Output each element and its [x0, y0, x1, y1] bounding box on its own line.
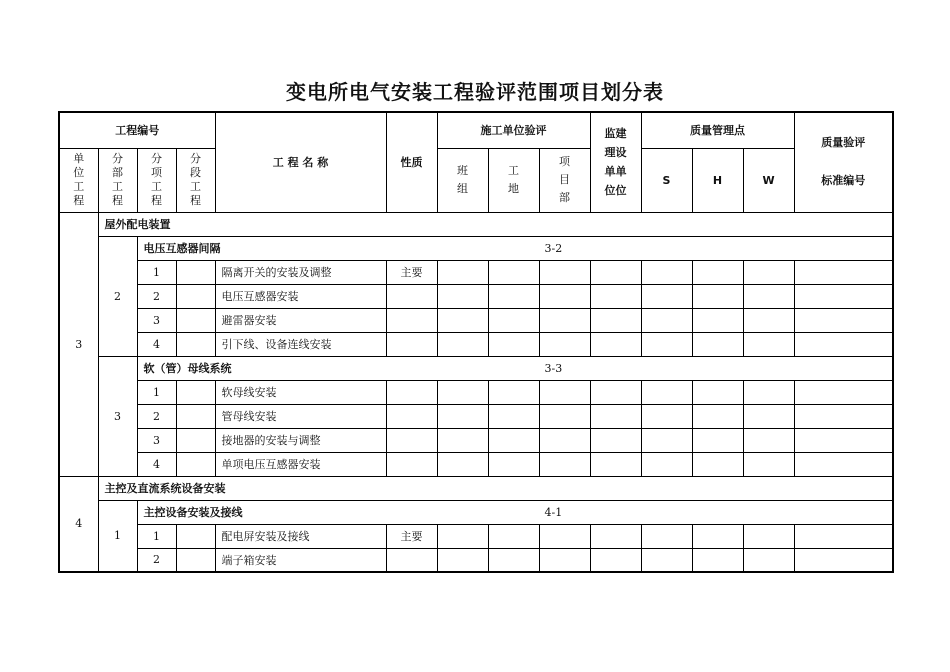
- s-cell: [641, 308, 692, 332]
- header-unit-project: 单 位 工 程: [59, 148, 98, 212]
- division-number: 2: [98, 236, 137, 356]
- header-quality-eval: [794, 112, 893, 212]
- standard-no-cell: [794, 308, 893, 332]
- section-cell: [176, 284, 215, 308]
- s-cell: [641, 380, 692, 404]
- header-project-dept: 项 目 部: [539, 148, 590, 212]
- standard-no-cell: [794, 548, 893, 572]
- unit-project-number: 4: [59, 476, 98, 572]
- h-cell: [692, 260, 743, 284]
- project-dept-cell: [539, 308, 590, 332]
- site-cell: [488, 284, 539, 308]
- section-cell: [176, 524, 215, 548]
- site-cell: [488, 308, 539, 332]
- division-heading-row: [59, 236, 893, 260]
- table-row: [59, 452, 893, 476]
- nature-cell: [386, 548, 437, 572]
- supervisor-cell: [590, 308, 641, 332]
- h-cell: [692, 548, 743, 572]
- header-quality-points: 质量管理点: [641, 112, 794, 148]
- project-name-cell: 电压互感器安装: [215, 284, 386, 308]
- s-cell: [641, 284, 692, 308]
- site-cell: [488, 380, 539, 404]
- nature-cell: 主要: [386, 260, 437, 284]
- item-number: 4: [137, 452, 176, 476]
- table-row: [59, 284, 893, 308]
- division-heading: 电压互感器间隔: [143, 242, 221, 255]
- standard-no-cell: [794, 524, 893, 548]
- supervisor-cell: [590, 284, 641, 308]
- standard-no-cell: [794, 332, 893, 356]
- site-cell: [488, 404, 539, 428]
- team-cell: [437, 284, 488, 308]
- table-row: [59, 548, 893, 572]
- h-cell: [692, 428, 743, 452]
- project-name-cell: 管母线安装: [215, 404, 386, 428]
- team-cell: [437, 380, 488, 404]
- w-cell: [743, 548, 794, 572]
- unit-project-number: 3: [59, 212, 98, 476]
- item-number: 2: [137, 284, 176, 308]
- s-cell: [641, 428, 692, 452]
- header-construction-eval: 施工单位验评: [437, 112, 590, 148]
- w-cell: [743, 380, 794, 404]
- standard-no-cell: [794, 380, 893, 404]
- project-dept-cell: [539, 452, 590, 476]
- page-title: 变电所电气安装工程验评范围项目划分表: [286, 80, 664, 104]
- project-name-cell: 配电屏安装及接线: [215, 524, 386, 548]
- table-row: [59, 332, 893, 356]
- project-name-cell: 引下线、设备连线安装: [215, 332, 386, 356]
- project-dept-cell: [539, 284, 590, 308]
- site-cell: [488, 524, 539, 548]
- header-section: 分 段 工 程: [176, 148, 215, 212]
- division-heading-row: [59, 500, 893, 524]
- item-number: 2: [137, 404, 176, 428]
- header-s: S: [641, 148, 692, 212]
- standard-no-cell: [794, 284, 893, 308]
- division-heading-cell: [137, 500, 893, 524]
- site-cell: [488, 548, 539, 572]
- project-dept-cell: [539, 404, 590, 428]
- table-row: [59, 308, 893, 332]
- project-dept-cell: [539, 380, 590, 404]
- standard-no-cell: [794, 260, 893, 284]
- table-row: [59, 428, 893, 452]
- standard-no-cell: [794, 452, 893, 476]
- team-cell: [437, 524, 488, 548]
- w-cell: [743, 284, 794, 308]
- supervisor-cell: [590, 380, 641, 404]
- item-number: 1: [137, 524, 176, 548]
- nature-cell: [386, 428, 437, 452]
- header-project-code: 工程编号: [59, 112, 215, 148]
- division-heading: 软（管）母线系统: [143, 362, 232, 375]
- division-code: 3-2: [544, 241, 563, 255]
- supervisor-cell: [590, 428, 641, 452]
- site-cell: [488, 428, 539, 452]
- item-number: 4: [137, 332, 176, 356]
- table-row: [59, 524, 893, 548]
- s-cell: [641, 260, 692, 284]
- section-cell: [176, 548, 215, 572]
- site-cell: [488, 260, 539, 284]
- header-nature: 性质: [386, 112, 437, 212]
- header-team: 班 组: [437, 148, 488, 212]
- team-cell: [437, 548, 488, 572]
- project-dept-cell: [539, 332, 590, 356]
- site-cell: [488, 332, 539, 356]
- division-heading-row: [59, 356, 893, 380]
- division-code: 3-3: [544, 361, 563, 375]
- h-cell: [692, 380, 743, 404]
- division-heading-cell: [137, 356, 893, 380]
- group-heading: 主控及直流系统设备安装: [98, 476, 893, 500]
- item-number: 3: [137, 308, 176, 332]
- h-cell: [692, 524, 743, 548]
- project-dept-cell: [539, 524, 590, 548]
- w-cell: [743, 524, 794, 548]
- h-cell: [692, 452, 743, 476]
- h-cell: [692, 332, 743, 356]
- header-standard-no: 标准编号: [821, 174, 866, 188]
- supervisor-cell: [590, 452, 641, 476]
- header-h: H: [692, 148, 743, 212]
- project-name-cell: 端子箱安装: [215, 548, 386, 572]
- standard-no-cell: [794, 404, 893, 428]
- h-cell: [692, 308, 743, 332]
- header-item: 分 项 工 程: [137, 148, 176, 212]
- header-w: W: [743, 148, 794, 212]
- w-cell: [743, 404, 794, 428]
- section-cell: [176, 452, 215, 476]
- division-table: [58, 111, 894, 573]
- s-cell: [641, 524, 692, 548]
- division-heading-cell: [137, 236, 893, 260]
- project-dept-cell: [539, 260, 590, 284]
- header-supervisor-text: 监建 理设 单单 位位: [604, 127, 627, 198]
- item-number: 3: [137, 428, 176, 452]
- division-code: 4-1: [544, 505, 563, 519]
- nature-cell: [386, 284, 437, 308]
- s-cell: [641, 404, 692, 428]
- project-dept-cell: [539, 548, 590, 572]
- s-cell: [641, 548, 692, 572]
- header-quality-eval-label: 质量验评: [821, 136, 866, 150]
- item-number: 1: [137, 260, 176, 284]
- team-cell: [437, 404, 488, 428]
- header-site: 工 地: [488, 148, 539, 212]
- item-number: 2: [137, 548, 176, 572]
- project-name-cell: 隔离开关的安装及调整: [215, 260, 386, 284]
- table-row: [59, 404, 893, 428]
- supervisor-cell: [590, 404, 641, 428]
- team-cell: [437, 452, 488, 476]
- h-cell: [692, 404, 743, 428]
- group-heading-row: [59, 212, 893, 236]
- nature-cell: [386, 404, 437, 428]
- w-cell: [743, 260, 794, 284]
- supervisor-cell: [590, 260, 641, 284]
- nature-cell: [386, 308, 437, 332]
- group-heading-row: [59, 476, 893, 500]
- supervisor-cell: [590, 332, 641, 356]
- section-cell: [176, 332, 215, 356]
- standard-no-cell: [794, 428, 893, 452]
- w-cell: [743, 308, 794, 332]
- s-cell: [641, 452, 692, 476]
- team-cell: [437, 308, 488, 332]
- division-heading: 主控设备安装及接线: [143, 506, 243, 519]
- header-supervisor: [590, 112, 641, 212]
- section-cell: [176, 260, 215, 284]
- header-division: 分 部 工 程: [98, 148, 137, 212]
- w-cell: [743, 452, 794, 476]
- w-cell: [743, 428, 794, 452]
- site-cell: [488, 452, 539, 476]
- team-cell: [437, 428, 488, 452]
- project-name-cell: 避雷器安装: [215, 308, 386, 332]
- section-cell: [176, 404, 215, 428]
- nature-cell: [386, 452, 437, 476]
- nature-cell: [386, 332, 437, 356]
- group-heading: 屋外配电装置: [98, 212, 893, 236]
- table-row: [59, 260, 893, 284]
- nature-cell: 主要: [386, 524, 437, 548]
- division-number: 1: [98, 500, 137, 572]
- section-cell: [176, 380, 215, 404]
- supervisor-cell: [590, 548, 641, 572]
- section-cell: [176, 428, 215, 452]
- team-cell: [437, 332, 488, 356]
- supervisor-cell: [590, 524, 641, 548]
- project-dept-cell: [539, 428, 590, 452]
- w-cell: [743, 332, 794, 356]
- project-name-cell: 软母线安装: [215, 380, 386, 404]
- section-cell: [176, 308, 215, 332]
- table-row: [59, 380, 893, 404]
- item-number: 1: [137, 380, 176, 404]
- header-project-name: 工 程 名 称: [215, 112, 386, 212]
- division-number: 3: [98, 356, 137, 476]
- team-cell: [437, 260, 488, 284]
- project-name-cell: 接地器的安装与调整: [215, 428, 386, 452]
- nature-cell: [386, 380, 437, 404]
- s-cell: [641, 332, 692, 356]
- h-cell: [692, 284, 743, 308]
- project-name-cell: 单项电压互感器安装: [215, 452, 386, 476]
